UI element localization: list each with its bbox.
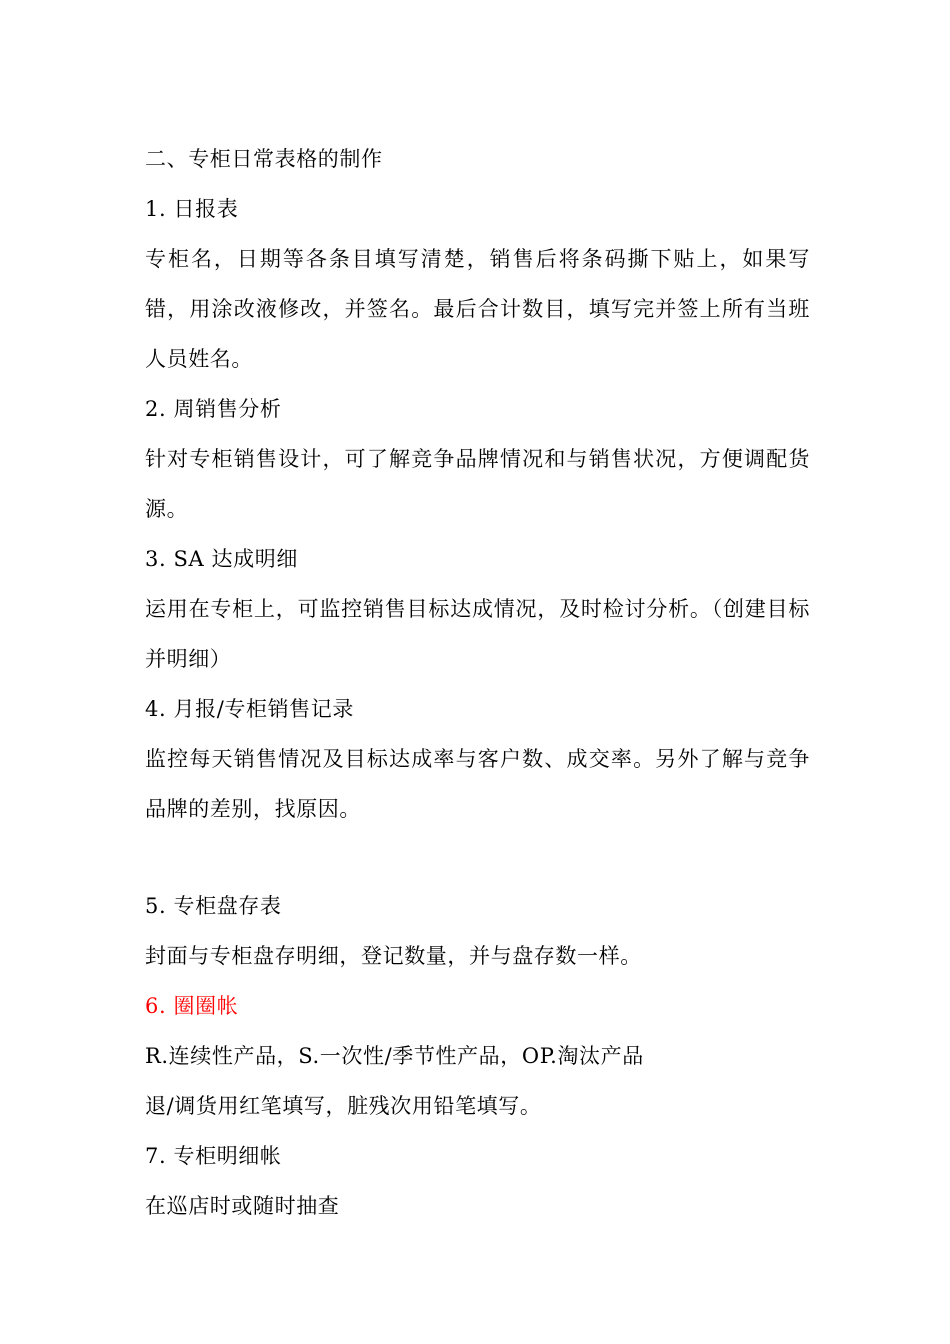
item-heading-5: 5. 专柜盘存表	[145, 894, 282, 918]
item-body-5: 封面与专柜盘存明细，登记数量，并与盘存数一样。	[145, 944, 642, 968]
item-body-3: 运用在专柜上，可监控销售目标达成情况，及时检讨分析。（创建目标并明细）	[145, 597, 810, 671]
item-body-2: 针对专柜销售设计，可了解竞争品牌情况和与销售状况，方便调配货源。	[145, 447, 810, 521]
section-title: 二、专柜日常表格的制作	[145, 147, 383, 171]
item-body-7: 在巡店时或随时抽查	[145, 1194, 340, 1218]
item-body-1: 专柜名，日期等各条目填写清楚，销售后将条码撕下贴上，如果写错，用涂改液修改，并签名。最后合计数目，填写完并签上所有当班人员姓名。	[145, 247, 810, 371]
item-body-6-line-2: 退/调货用红笔填写，脏残次用铅笔填写。	[145, 1094, 542, 1118]
blank-line	[145, 834, 810, 881]
item-heading-1: 1. 日报表	[145, 197, 239, 221]
item-heading-2: 2. 周销售分析	[145, 397, 282, 421]
item-heading-3: 3. SA 达成明细	[145, 547, 298, 571]
item-heading-6: 6. 圈圈帐	[145, 994, 239, 1018]
item-body-4: 监控每天销售情况及目标达成率与客户数、成交率。另外了解与竞争品牌的差别，找原因。	[145, 747, 810, 821]
document-page	[145, 134, 810, 1231]
item-heading-7: 7. 专柜明细帐	[145, 1144, 282, 1168]
item-body-6-line-1: R.连续性产品，S.一次性/季节性产品，OP.淘汰产品	[145, 1044, 644, 1068]
item-heading-4: 4. 月报/专柜销售记录	[145, 697, 354, 721]
